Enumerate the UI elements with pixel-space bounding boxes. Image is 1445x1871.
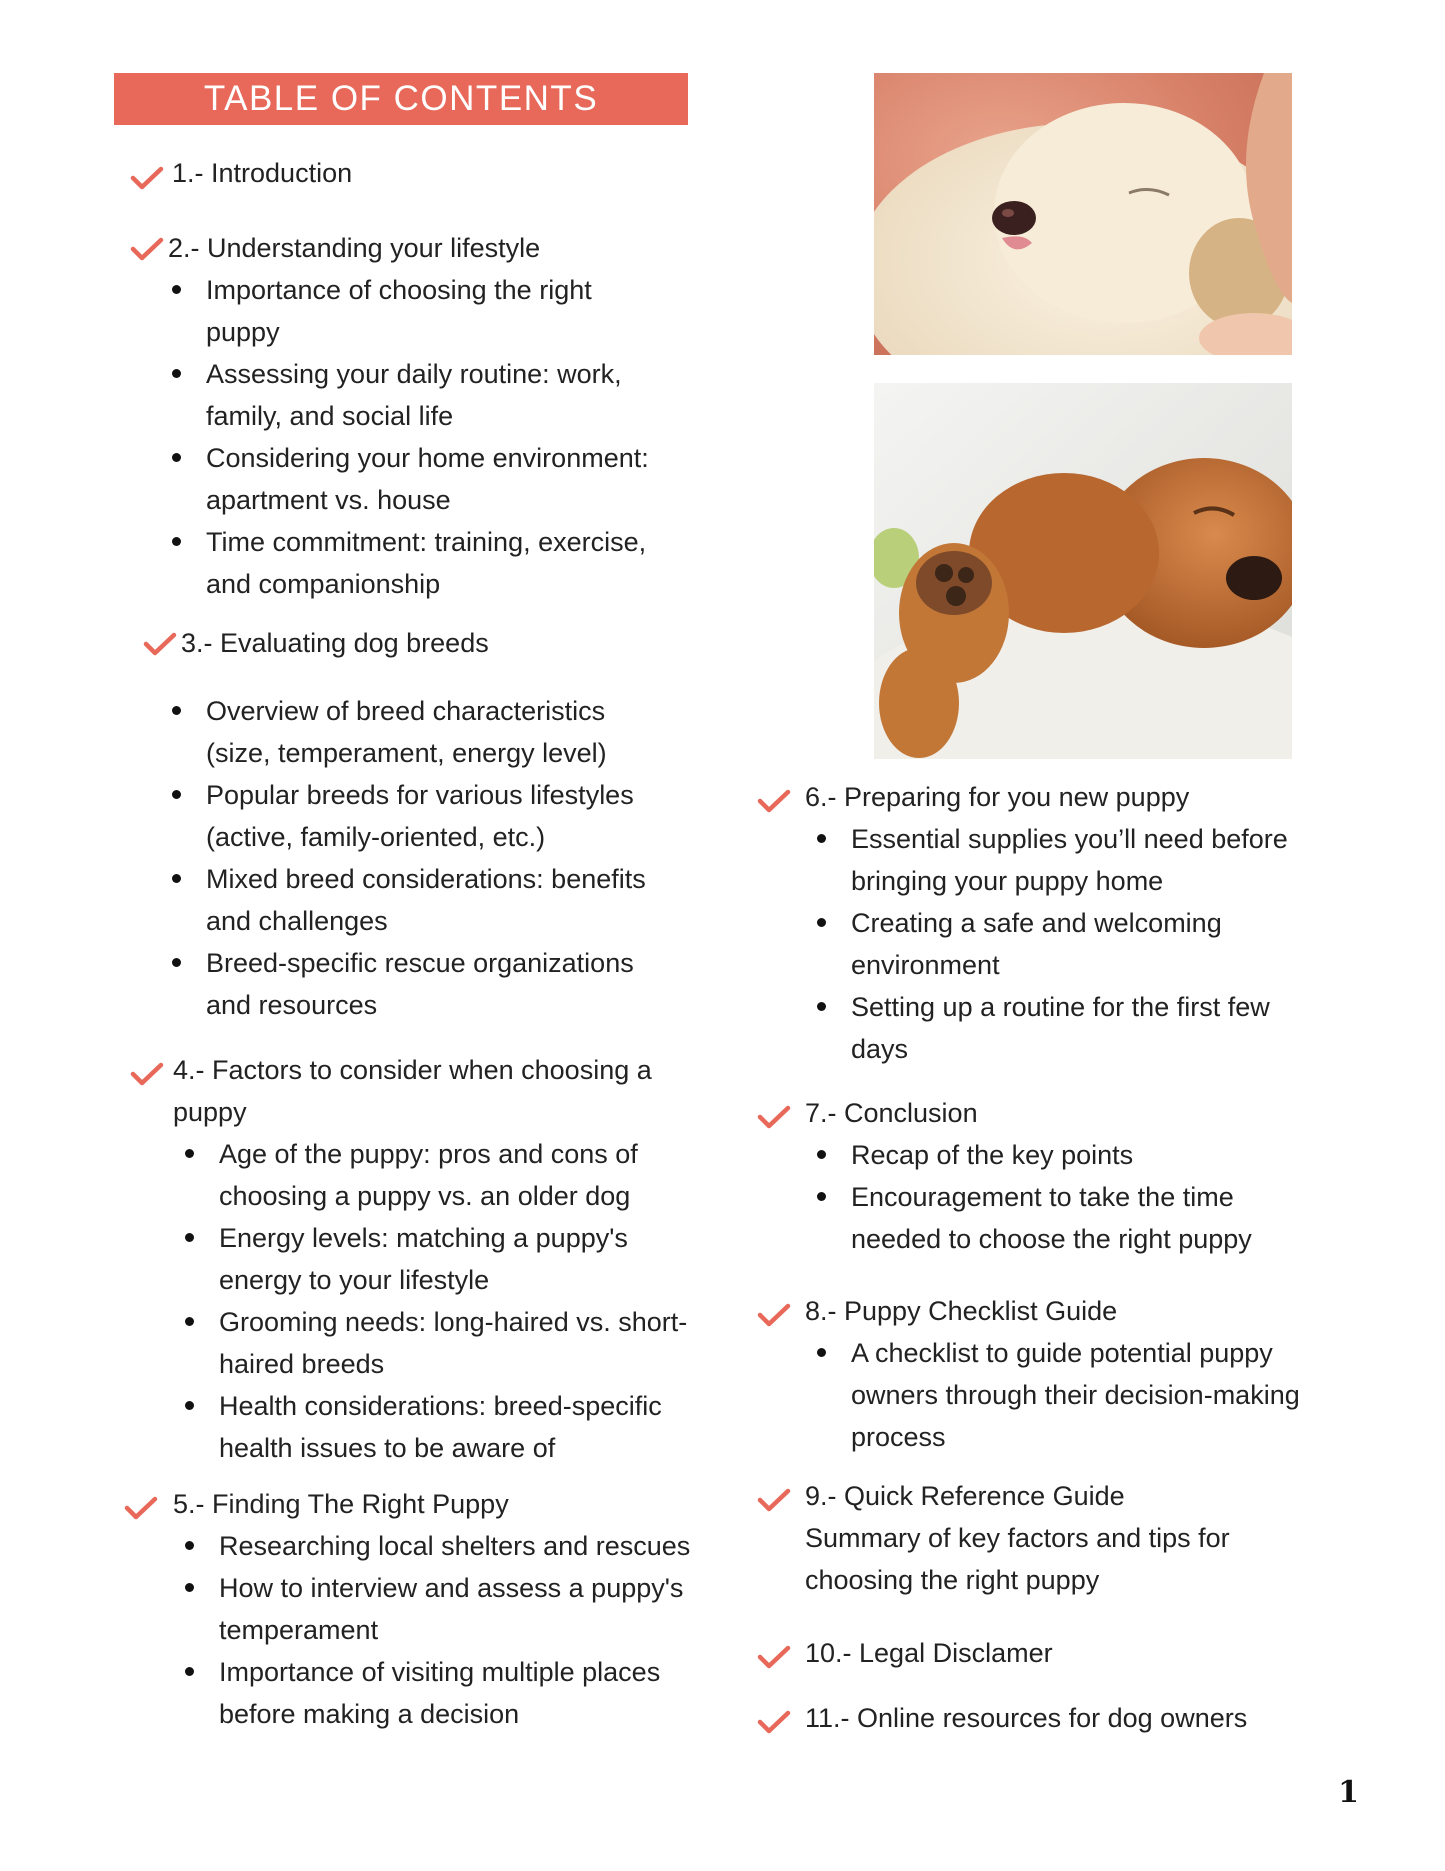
list-item: Health considerations: breed-specific health issues to be aware of [179,1385,709,1469]
list-item: Encouragement to take the time needed to choose the right puppy [811,1176,1331,1260]
toc-section-title[interactable]: 2.- Understanding your lifestyle [168,233,541,263]
list-item: Assessing your daily routine: work, family, and social life [166,353,656,437]
list-item: Researching local shelters and rescues [179,1525,734,1567]
toc-section-5 [124,1483,734,1735]
list-item: Setting up a routine for the first few days [811,986,1331,1070]
toc-title: TABLE OF CONTENTS [114,73,688,125]
toc-section-title[interactable]: 9.- Quick Reference Guide [805,1481,1125,1511]
toc-section-title[interactable]: 1.- Introduction [172,158,353,188]
section-summary: Summary of key factors and tips for choosing the right puppy [805,1523,1230,1595]
list-item: Time commitment: training, exercise, and companionship [166,521,656,605]
list-item: A checklist to guide potential puppy owners through their decision-making process [811,1332,1321,1458]
brown-puppy-photo [874,383,1292,759]
toc-section-7 [757,1092,1367,1260]
toc-section-title[interactable]: 6.- Preparing for you new puppy [805,782,1190,812]
list-item: Recap of the key points [811,1134,1331,1176]
list-item: Breed-specific rescue organizations and resources [166,942,676,1026]
toc-section-10 [757,1632,1367,1674]
list-item: Age of the puppy: pros and cons of choosing a puppy vs. an older dog [179,1133,709,1217]
list-item: Importance of choosing the right puppy [166,269,656,353]
list-item: Considering your home environment: apartment vs. house [166,437,656,521]
list-item: Mixed breed considerations: benefits and challenges [166,858,676,942]
list-item: Overview of breed characteristics (size, temperament, energy level) [166,690,676,774]
list-item: How to interview and assess a puppy's temperament [179,1567,734,1651]
list-item: Essential supplies you’ll need before bringing your puppy home [811,818,1331,902]
toc-section-2 [130,227,730,605]
white-puppy-photo [874,73,1292,355]
list-item: Grooming needs: long-haired vs. short-haired breeds [179,1301,709,1385]
toc-section-title[interactable]: 11.- Online resources for dog owners [805,1703,1248,1733]
toc-section-4 [130,1049,730,1469]
toc-section-3 [143,622,743,1026]
toc-section-title[interactable]: 5.- Finding The Right Puppy [173,1489,509,1519]
page-number: 1 [1338,1775,1359,1810]
toc-section-9 [757,1475,1367,1601]
toc-section-8 [757,1290,1367,1458]
list-item: Creating a safe and welcoming environment [811,902,1331,986]
list-item: Importance of visiting multiple places before making a decision [179,1651,734,1735]
list-item: Energy levels: matching a puppy's energy to your lifestyle [179,1217,709,1301]
toc-section-title[interactable]: 7.- Conclusion [805,1098,978,1128]
toc-section-title[interactable]: 4.- Factors to consider when choosing a puppy [173,1055,652,1127]
toc-section-1 [134,152,714,194]
toc-section-title[interactable]: 3.- Evaluating dog breeds [181,628,489,658]
toc-section-11 [757,1697,1367,1739]
toc-section-title[interactable]: 8.- Puppy Checklist Guide [805,1296,1118,1326]
list-item: Popular breeds for various lifestyles (active, family-oriented, etc.) [166,774,676,858]
toc-section-6 [757,776,1367,1070]
toc-section-title[interactable]: 10.- Legal Disclamer [805,1638,1053,1668]
